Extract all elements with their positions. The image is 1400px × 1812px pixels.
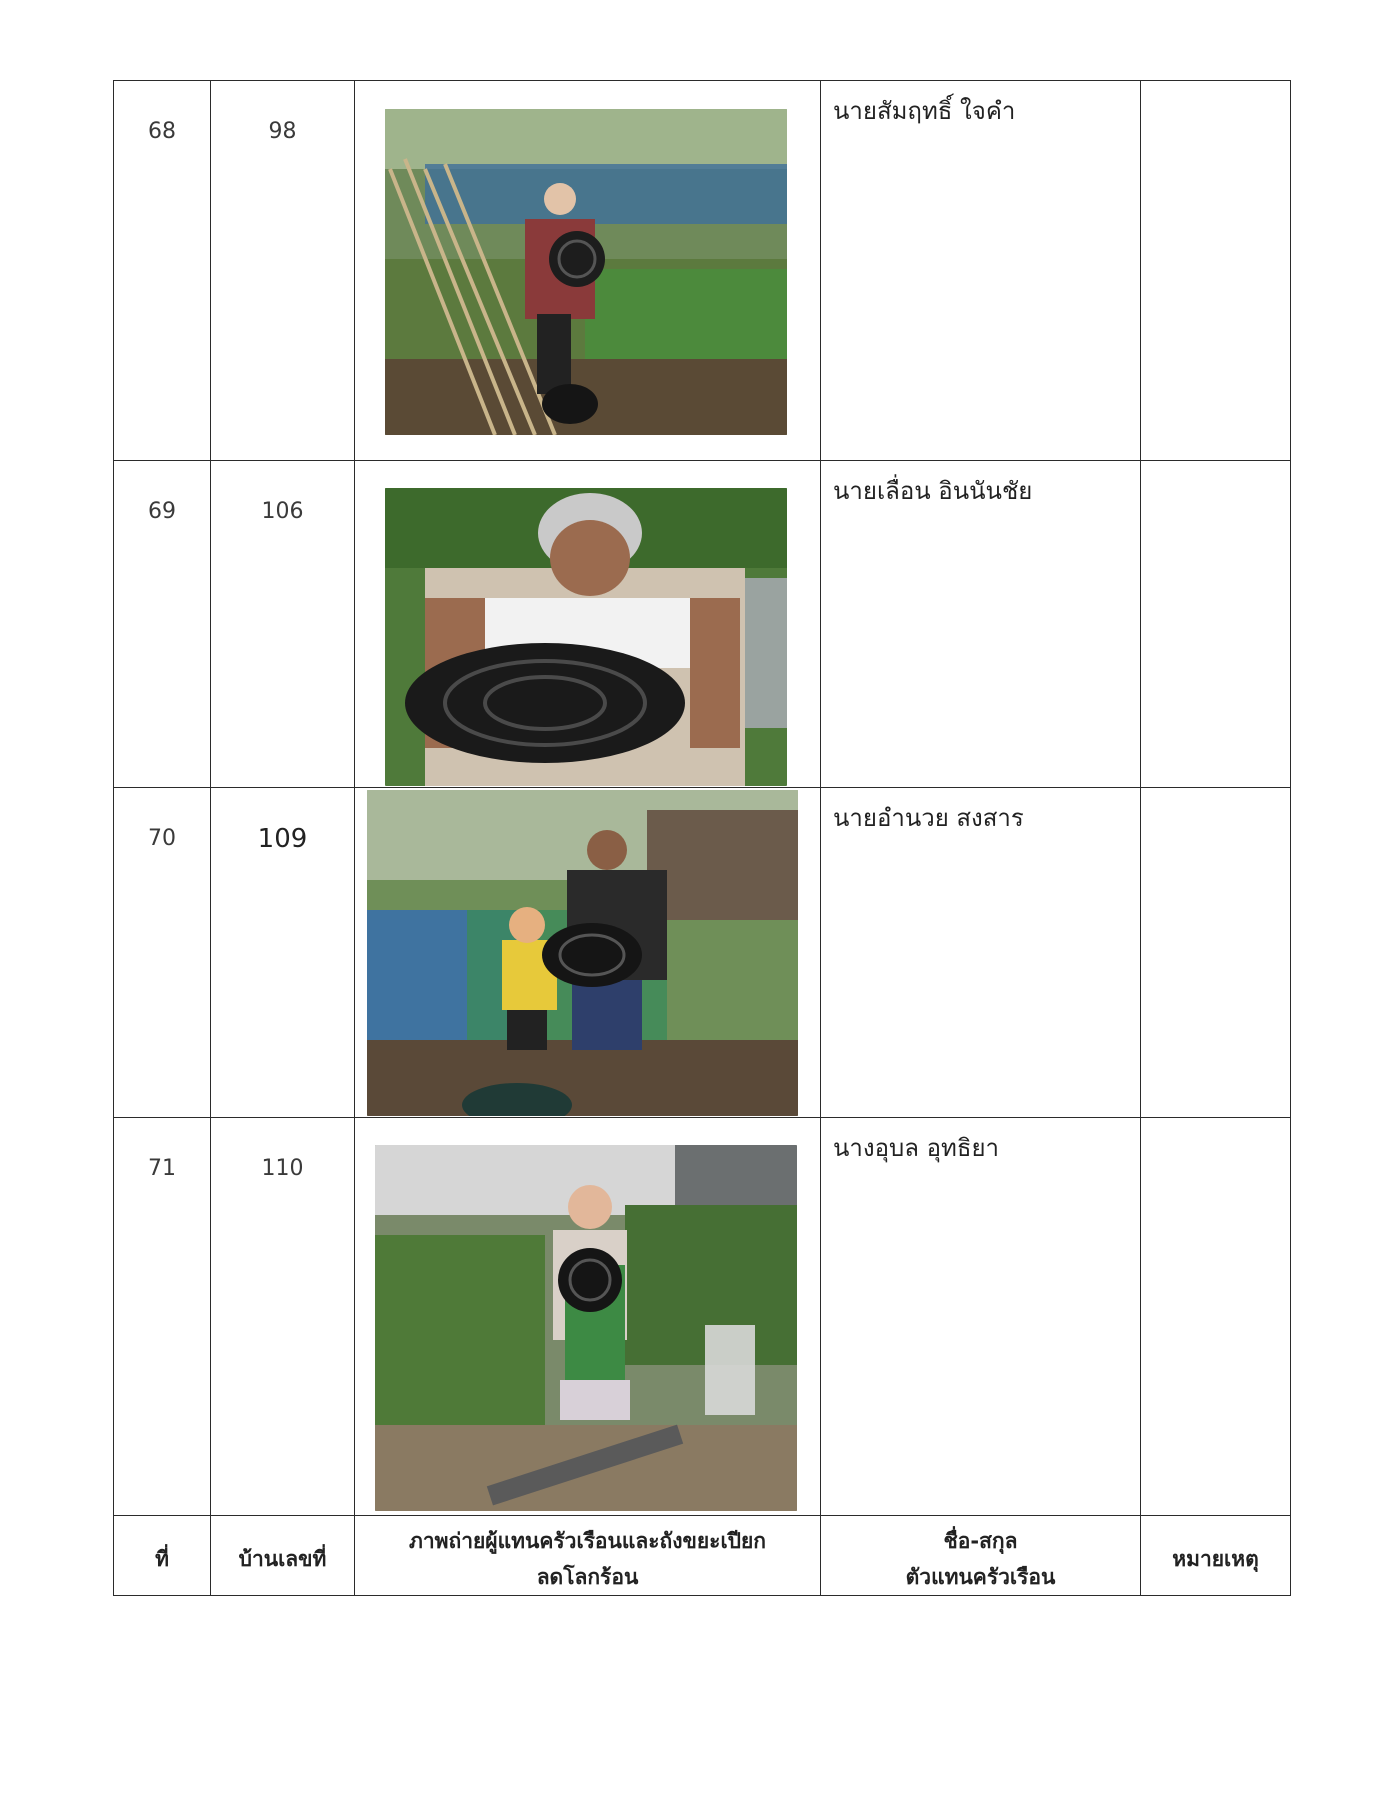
- household-table: [113, 80, 1291, 1596]
- house-number: 109: [257, 824, 308, 854]
- header-photo: ภาพถ่ายผู้แทนครัวเรือนและถังขยะเปียก ลดโลกร้อน: [355, 1516, 821, 1596]
- representative-name: นางอุบล อุทธิยา: [833, 1134, 1000, 1162]
- house-number: 98: [268, 119, 297, 144]
- header-no: ที่: [114, 1516, 211, 1596]
- household-photo: [385, 109, 787, 435]
- header-name: ชื่อ-สกุล ตัวแทนครัวเรือน: [821, 1516, 1141, 1596]
- header-note: หมายเหตุ: [1141, 1516, 1291, 1596]
- table-row: [114, 1118, 1291, 1516]
- header-house-no: บ้านเลขที่: [211, 1516, 355, 1596]
- representative-name: นายอำนวย สงสาร: [833, 804, 1024, 832]
- household-photo: [367, 790, 798, 1116]
- representative-name: นายสัมฤทธิ์ ใจคำ: [833, 97, 1016, 125]
- table-row: [114, 461, 1291, 788]
- household-photo: [385, 488, 787, 786]
- house-number: 110: [261, 1156, 304, 1181]
- row-number: 71: [148, 1156, 176, 1181]
- household-photo: [375, 1145, 797, 1511]
- house-number: 106: [261, 499, 304, 524]
- table-row: [114, 788, 1291, 1118]
- row-number: 68: [148, 119, 176, 144]
- table-header-row: [114, 1516, 1291, 1596]
- representative-name: นายเลื่อน อินนันชัย: [833, 477, 1033, 505]
- row-number: 69: [148, 499, 176, 524]
- table-row: [114, 81, 1291, 461]
- row-number: 70: [148, 826, 176, 851]
